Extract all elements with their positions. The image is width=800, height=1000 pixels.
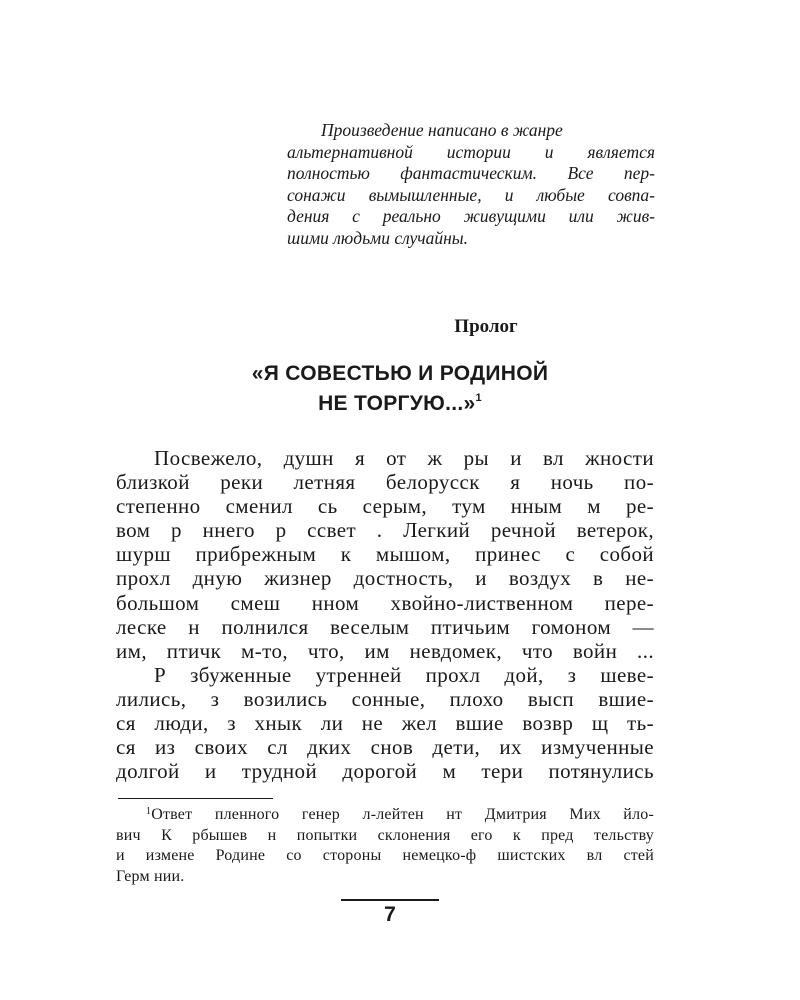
footnote-reference[interactable]: 1 [475, 392, 482, 404]
body-line: близкой реки летняя белорусск я ночь по- [116, 470, 654, 495]
footnote-line: вич К рбышев н попытки склонения его к пред тельству [116, 826, 654, 844]
body-text [116, 446, 654, 783]
chapter-title-line-1: «Я СОВЕСТЬЮ И РОДИНОЙ [251, 362, 549, 385]
epigraph-line: дения с реально живущими или жив- [287, 206, 655, 227]
epigraph-line: полностью фантастическим. Все пер- [287, 163, 655, 184]
footnote-line [116, 802, 654, 826]
footnote-line-text: Ответ пленного генер л-лейтен нт Дмитрия Мих йло- [151, 806, 654, 823]
body-line: прохл дную жизнер достность, и воздух в не- [116, 566, 654, 591]
epigraph-line: сонажи вымышленные, и любые совпа- [287, 184, 655, 205]
body-line: ся из своих сл дких снов дети, их измученные [116, 735, 654, 760]
chapter-title [0, 361, 800, 416]
epigraph-line [287, 120, 655, 142]
page-number: 7 [384, 903, 396, 926]
body-line: долгой и трудной дорогой м тери потянулись [116, 759, 654, 784]
body-line: Посвежело, душн я от ж ры и вл жности [154, 446, 654, 470]
body-line: Р збуженные утренней прохл дой, з шеве- [154, 662, 654, 687]
body-line: степенно сменил сь серым, тум нным м ре- [116, 494, 654, 519]
page-number-rule [341, 899, 439, 901]
body-line: вом р ннего р ссвет . Легкий речной ветерок, [116, 518, 654, 543]
epigraph-line: альтернативной истории и является [287, 141, 655, 162]
body-line: ся люди, з хнык ли не жел вшие возвр щ ть- [116, 711, 654, 736]
prologue-heading: Пролог [454, 316, 518, 337]
epigraph-line: шими людьми случайны. [287, 227, 469, 248]
footnote-line: Герм нии. [116, 867, 185, 885]
body-line: леске н полнился веселым птичьим гомоном — [116, 614, 654, 639]
body-line: им, птичк м-то, что, им невдомек, что войн ... [116, 638, 654, 663]
epigraph [287, 120, 655, 250]
footnote-marker: 1 [146, 806, 152, 817]
footnote-line: и измене Родине со стороны немецко-ф шистских вл стей [116, 847, 654, 864]
chapter-title-line-2 [0, 386, 800, 416]
footnote-divider [118, 798, 273, 799]
epigraph-line-text: Произведение написано в жанре [321, 120, 563, 140]
body-line: лились, з возились сонные, плохо высп вшие- [116, 686, 654, 711]
body-line: большом смеш нном хвойно-лиственном пере- [116, 590, 654, 615]
footnote [116, 802, 654, 887]
body-line: шурш прибрежным к мышом, принес с собой [116, 542, 654, 567]
chapter-title-line-2-text: НЕ ТОРГУЮ...» [318, 392, 476, 415]
